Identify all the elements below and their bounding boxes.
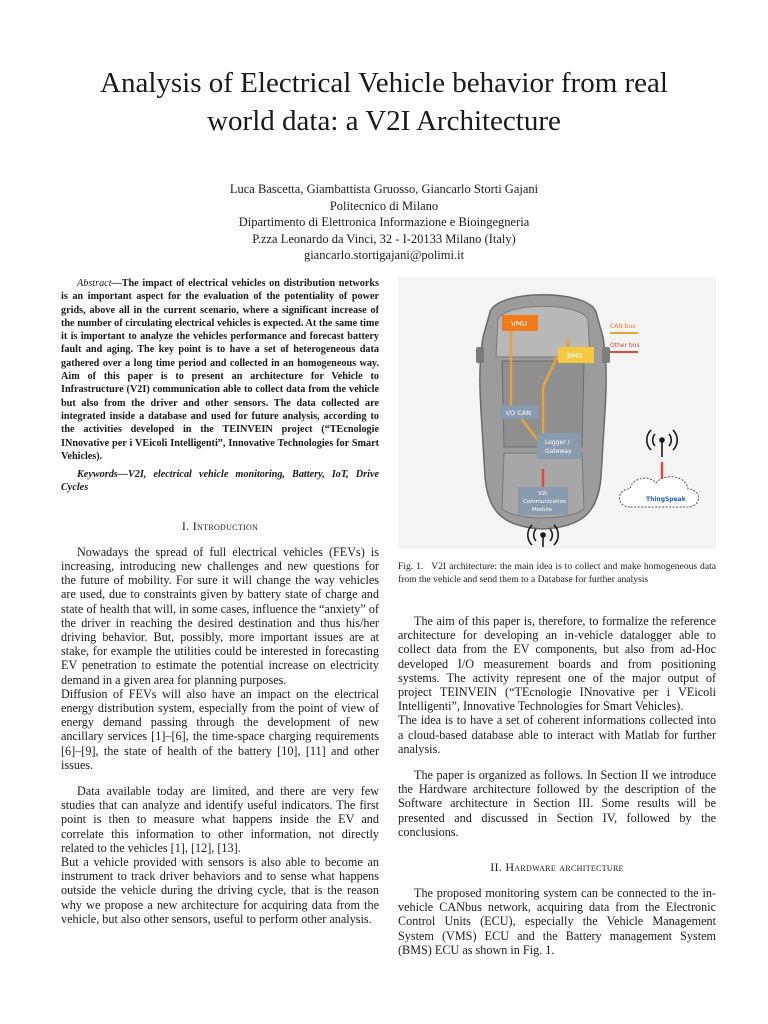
title-line-2: world data: a V2I Architecture [207,105,561,137]
right-paragraph-4: The proposed monitoring system can be connected to the in-vehicle CANbus network, acquiring data from the Electronic Control Units (ECU), especially the Vehicle Management System (VMS) ECU and the Battery management System (BMS) ECU as shown in Fig. 1. [398,886,716,957]
io-can-box [500,405,538,419]
figure-label: Fig. 1. [398,561,424,572]
right-paragraph-1: The aim of this paper is, therefore, to formalize the reference architecture for developing an in-vehicle datalogger able to collect data from the EV components, but also from ad-Hoc developed I/O measurement boards and from positioning systems. The activity represent one of the major output of project TEINVEIN (“TEcnologie INnovative per i VEicoli Intelligenti”, Innovative Technologies for Smart Vehicles). [398,614,716,714]
cloud-icon [620,477,699,507]
section-heading-introduction: I. Introduction [181,518,259,533]
legend-other-label: Other bus [610,342,640,349]
section-heading-hardware: II. Hardware architecture [490,860,624,875]
v2i-label-line3: Module [532,507,552,513]
title-line-1: Analysis of Electrical Vehicle behavior from real [100,67,668,99]
right-column-text [398,614,716,957]
left-column [61,277,379,926]
keywords [61,468,379,495]
architecture-diagram [398,277,716,549]
v2i-label-line1: V2I [538,491,547,497]
keywords-text: —V2I, electrical vehicle monitoring, Battery, IoT, Drive Cycles [61,469,379,494]
intro-paragraph-4: But a vehicle provided with sensors is also able to become an instrument to track driver behaviors and to sense what happens outside the vehicle during the driving cycle, that is the reason why we propose a new architecture for acquiring data from the vehicle, but also other sensors, useful to perform other analysis. [61,855,379,926]
io-can-label: I/O CAN [506,409,532,417]
legend [610,323,640,352]
intro-paragraph-2: Diffusion of FEVs will also have an impact on the electrical energy distribution system, especially from the point of view of energy demand passing through the development of new ancillary services [1]–[6], the time-space charging requirements [6]–[9], the state of health of the battery [10], [11] and other issues. [61,686,379,772]
figure-caption [398,561,716,586]
bms-label: BMS [567,352,583,360]
affiliation-address: P.zza Leonardo da Vinci, 32 - I-20133 Milano (Italy) [252,231,516,246]
figure-v2i-architecture [398,277,716,549]
tower-antenna-icon [647,430,677,457]
paper-title [60,64,708,140]
v2i-label-line2: Communication [523,499,567,505]
logger-gateway-box [537,433,581,459]
affiliation-department: Dipartimento di Elettronica Informazione e Bioingegneria [238,215,530,230]
thingspeak-logo: ThingSpeak [646,496,686,503]
right-paragraph-2: The idea is to have a set of coherent informations collected into a cloud-based database able to interact with Matlab for further analysis. [398,713,716,756]
abstract-text: —The impact of electrical vehicles on distribution networks is an important aspect for the evaluation of the potentiality of power grids, above all in the current scenario, where a significant increase of the number of circulating electrical vehicles is expected. At the same time it is important to analyze the vehicles performance and forecast battery fault and aging. The key point is to have a set of heterogeneous data gathered over a long time period and collected in an homogeneous way. Aim of this paper is to present an architecture for Vehicle to Infrastructure (V2I) communication able to collect data from the vehicle but also from the driver and other sensors. The data collected are integrated inside a database and used for future analysis, according to the activities developed in the TEINVEIN project (“TEcnologie INnovative per i VEicoli Intelligenti”, Innovative Technologies for Smart Vehicles). [61,278,379,462]
author-block [100,181,668,264]
v2i-module-box [518,487,568,515]
vmu-box [502,315,538,331]
intro-paragraph-3: Data available today are limited, and there are very few studies that can analyze and identify useful indicators. The first point is then to measure what happens inside the EV and correlate this information to other information, not directly related to the vehicles [1], [12], [13]. [61,784,379,855]
logger-label-line2: Gateway [545,448,572,455]
abstract-lead: Abstract [77,278,112,289]
figure-caption-text: V2I architecture: the main idea is to collect and make homogeneous data from the vehicle and send them to a Database for further analysis [398,561,716,585]
author-names: Luca Bascetta, Giambattista Gruosso, Giancarlo Storti Gajani [229,182,539,196]
intro-paragraph-1: Nowadays the spread of full electrical vehicles (FEVs) is increasing, introducing new challenges and new questions for the future of mobility. For sure it will change the way vehicles are used, due to constraints given by battery state of charge and state of health that will, in some cases, influence the “anxiety” of the driver in reaching the desired destination and thus his/her driving behavior. But, possibly, more important issues are at stake, for example the utilities could be interested in forecasting EV penetration to estimate the potential increase on electricity demand in a given area for planning purposes. [61,544,379,687]
keywords-lead: Keywords [77,469,118,481]
right-paragraph-3: The paper is organized as follows. In Section II we introduce the Hardware architecture followed by the description of the Software architecture in Section III. Some results will be presented and discussed in Section IV, followed by the conclusions. [398,768,716,839]
affiliation-university: Politecnico di Milano [329,198,439,213]
author-email: giancarlo.stortigajani@polimi.it [303,248,465,263]
vmu-label: VMU [511,320,527,328]
logger-label-line1: Logger / [545,439,570,446]
bms-box [558,347,594,363]
abstract [61,277,379,463]
legend-can-label: CAN bus [610,323,636,330]
